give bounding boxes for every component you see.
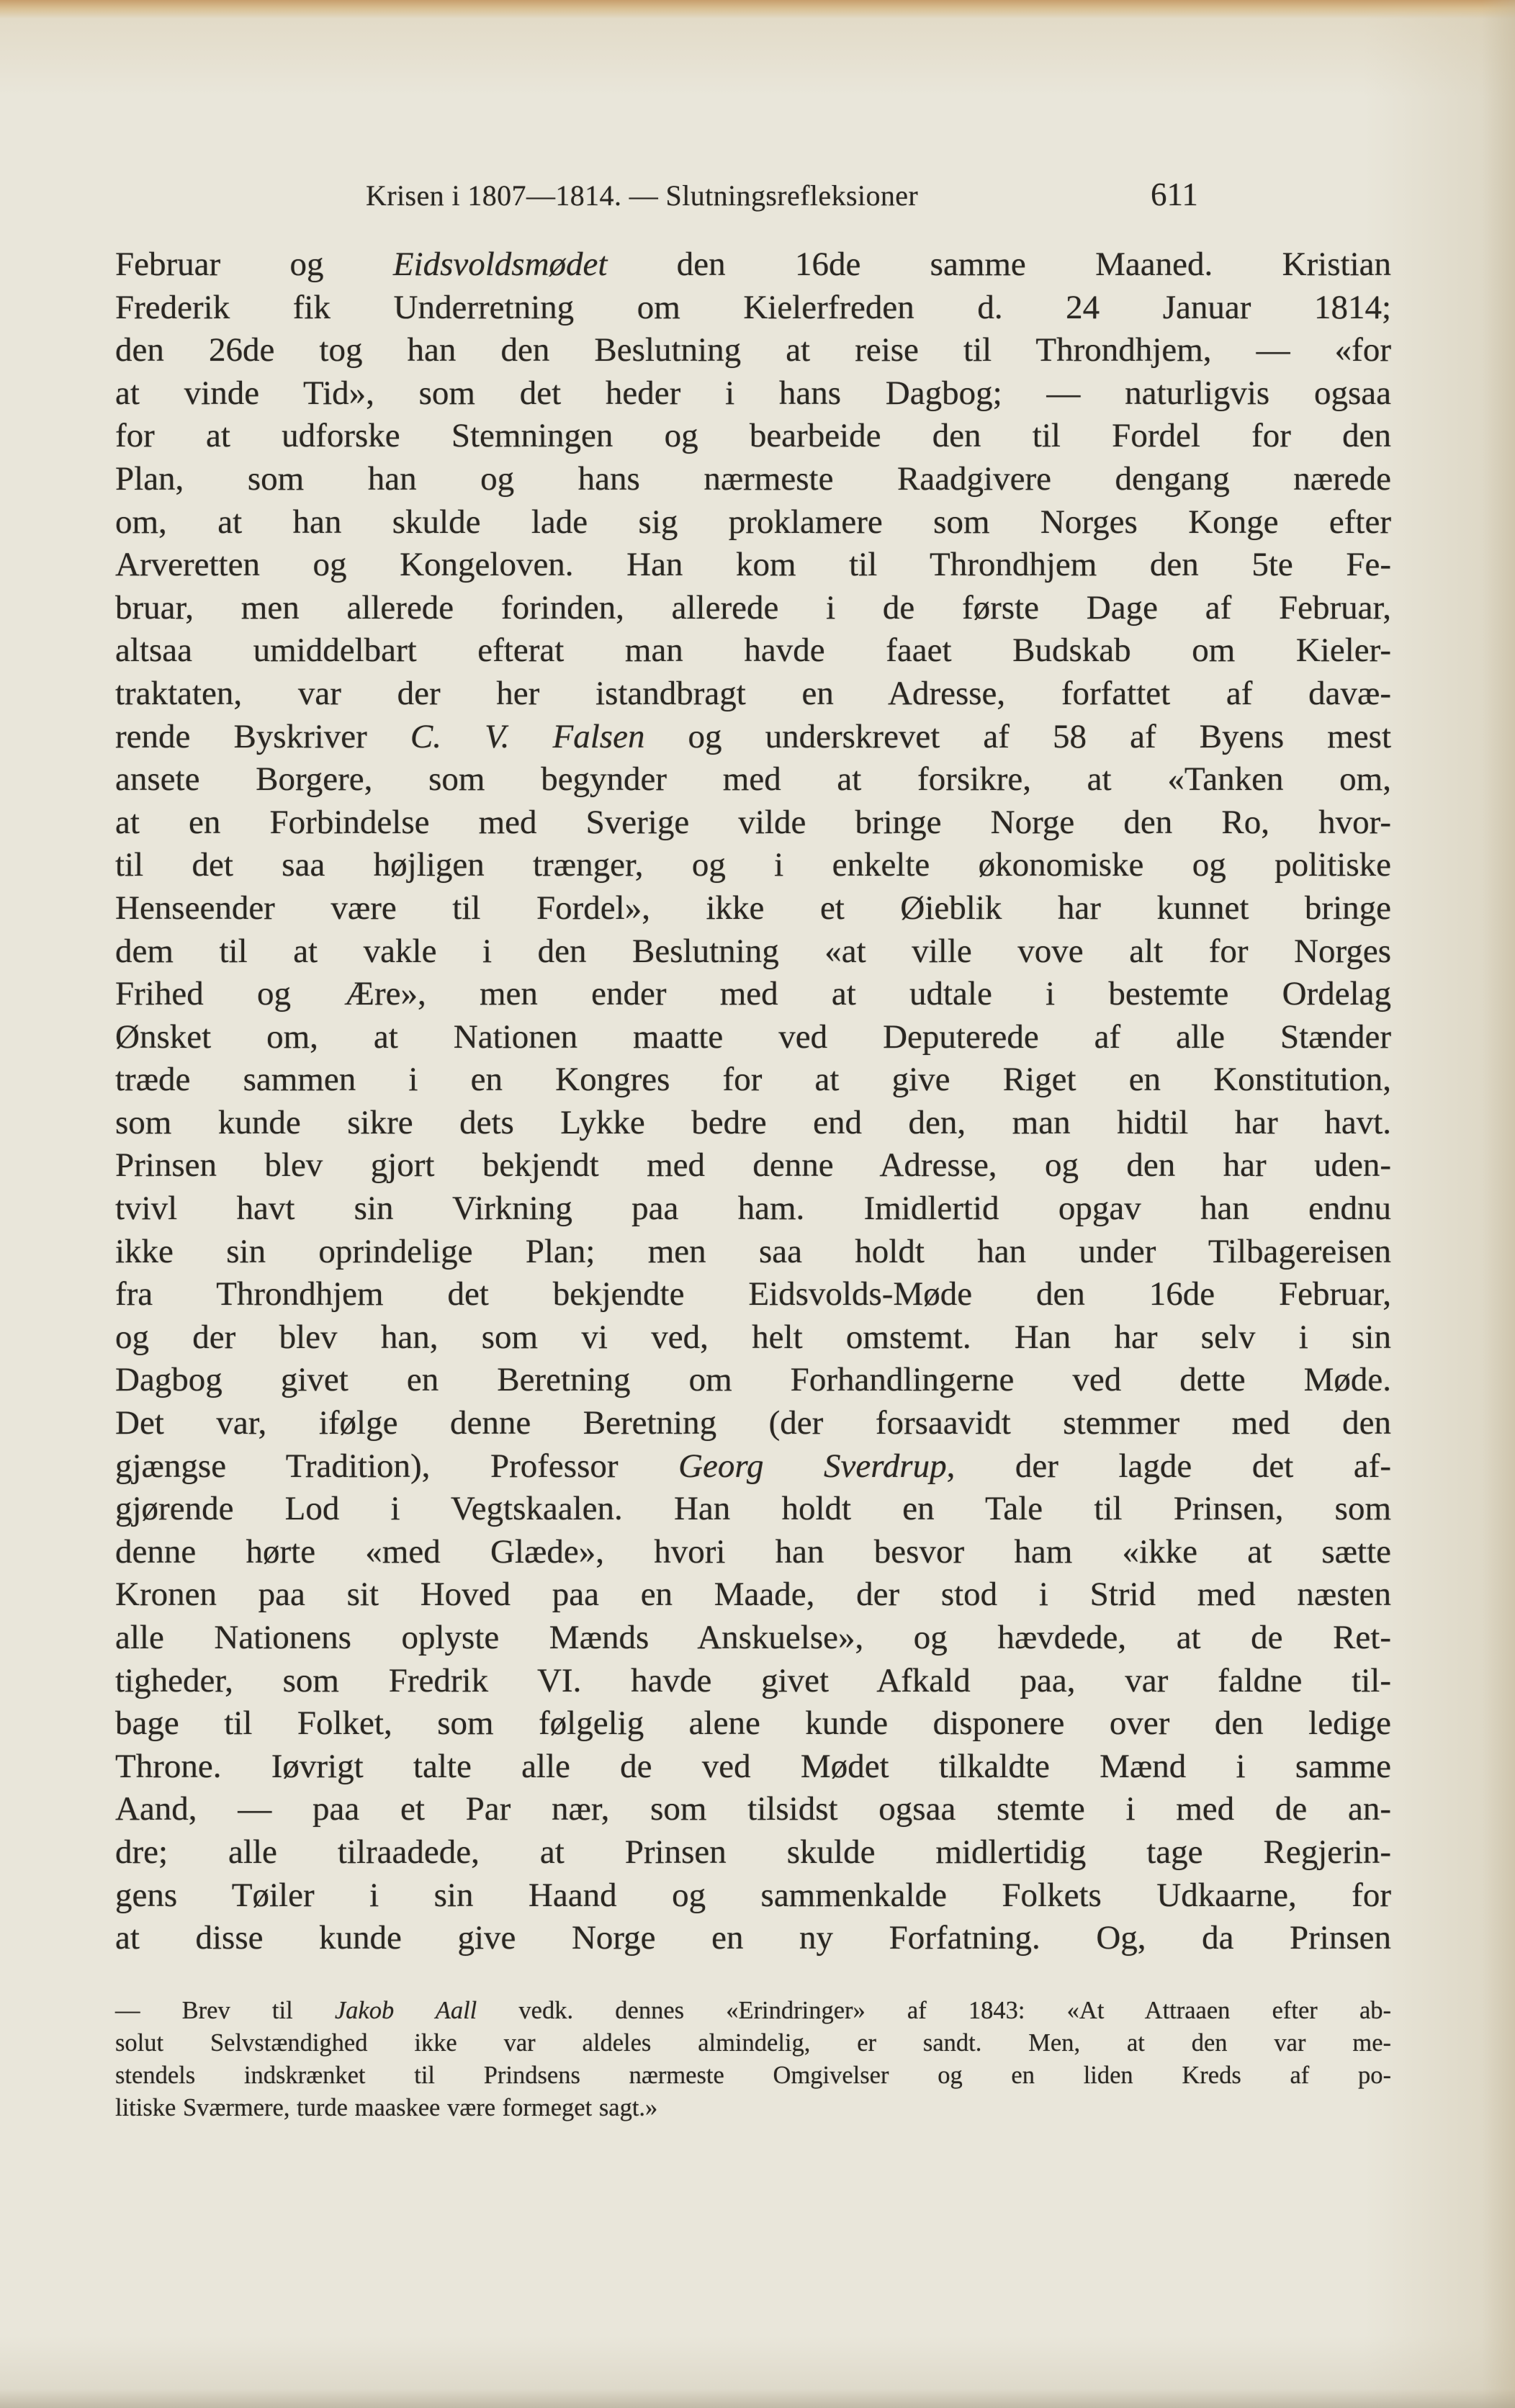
text-line: tigheder, som Fredrik VI. havde givet Afkald paa, var faldne til-	[115, 1661, 1391, 1699]
text-line: ansete Borgere, som begynder med at forsikre, at «Tanken om,	[115, 760, 1391, 799]
body-text	[115, 243, 1391, 1960]
text-line: tvivl havt sin Virkning paa ham. Imidlertid opgav han endnu	[115, 1190, 1391, 1228]
text-line: gjængse Tradition), Professor Georg Sverdrup, der lagde det af-	[115, 1447, 1391, 1485]
text-line: Plan, som han og hans nærmeste Raadgivere dengang nærede	[115, 459, 1391, 498]
scan-bottom-edge	[0, 2389, 1515, 2408]
text-line: at vinde Tid», som det heder i hans Dagbog; — naturligvis ogsaa	[115, 374, 1391, 412]
footnote-line: litiske Sværmere, turde maaskee være formeget sagt.»	[115, 2094, 658, 2121]
text-line: Arveretten og Kongeloven. Han kom til Throndhjem den 5te Fe-	[115, 546, 1391, 584]
scan-top-edge	[0, 0, 1515, 19]
footnote-line: — Brev til Jakob Aall vedk. dennes «Erindringer» af 1843: «At Attraaen efter ab-	[115, 1997, 1392, 2024]
text-line: Frederik fik Underretning om Kielerfreden d. 24 Januar 1814;	[115, 288, 1391, 326]
text-line: at en Forbindelse med Sverige vilde bringe Norge den Ro, hvor-	[115, 803, 1391, 841]
text-line: traktaten, var der her istandbragt en Adresse, forfattet af davæ-	[115, 674, 1391, 712]
text-line: ikke sin oprindelige Plan; men saa holdt han under Tilbagereisen	[115, 1232, 1391, 1270]
page-number: 611	[1151, 176, 1198, 212]
text-line: gens Tøiler i sin Haand og sammenkalde Folkets Udkaarne, for	[115, 1876, 1391, 1914]
text-line: træde sammen i en Kongres for at give Riget en Konstitution,	[115, 1061, 1391, 1099]
footnote-line: stendels indskrænket til Prindsens nærmeste Omgivelser og en liden Kreds af po-	[115, 2062, 1391, 2089]
text-line: til det saa højligen trænger, og i enkelte økonomiske og politiske	[115, 846, 1391, 884]
text-line: Frihed og Ære», men ender med at udtale i bestemte Ordelag	[115, 975, 1391, 1013]
text-line: denne hørte «med Glæde», hvori han besvor ham «ikke at sætte	[115, 1532, 1391, 1571]
footnote-line: solut Selvstændighed ikke var aldeles almindelig, er sandt. Men, at den var me-	[115, 2029, 1391, 2057]
text-line: Aand, — paa et Par nær, som tilsidst ogsaa stemte i med de an-	[115, 1790, 1391, 1828]
text-line: Prinsen blev gjort bekjendt med denne Adresse, og den har uden-	[115, 1146, 1391, 1185]
scan-right-edge	[1482, 0, 1515, 2408]
page-header	[115, 176, 1391, 225]
text-line: Ønsket om, at Nationen maatte ved Deputerede af alle Stænder	[115, 1017, 1391, 1056]
text-line: Det var, ifølge denne Beretning (der forsaavidt stemmer med den	[115, 1404, 1391, 1442]
text-line: rende Byskriver C. V. Falsen og underskrevet af 58 af Byens mest	[115, 717, 1392, 755]
footnote	[115, 1995, 1391, 2124]
text-line: dre; alle tilraadede, at Prinsen skulde midlertidig tage Regjerin-	[115, 1833, 1391, 1871]
text-line: altsaa umiddelbart efterat man havde faaet Budskab om Kieler-	[115, 632, 1391, 670]
text-line: Februar og Eidsvoldsmødet den 16de samme Maaned. Kristian	[115, 246, 1391, 283]
text-line: dem til at vakle i den Beslutning «at ville vove alt for Norges	[115, 932, 1391, 970]
text-line: alle Nationens oplyste Mænds Anskuelse», og hævdede, at de Ret-	[115, 1619, 1391, 1656]
running-title: Krisen i 1807—1814. — Slutningsrefleksioner	[366, 179, 919, 212]
text-line: at disse kunde give Norge en ny Forfatning. Og, da Prinsen	[115, 1919, 1391, 1957]
text-line: for at udforske Stemningen og bearbeide den til Fordel for den	[115, 417, 1391, 455]
text-line: den 26de tog han den Beslutning at reise til Throndhjem, — «for	[115, 331, 1391, 369]
text-line: Dagbog givet en Beretning om Forhandlingerne ved dette Møde.	[115, 1361, 1391, 1399]
text-line: gjørende Lod i Vegtskaalen. Han holdt en Tale til Prinsen, som	[115, 1490, 1391, 1528]
text-line: fra Throndhjem det bekjendte Eidsvolds-Møde den 16de Februar,	[115, 1275, 1391, 1313]
text-line: bruar, men allerede forinden, allerede i de første Dage af Februar,	[115, 588, 1391, 626]
text-line: som kunde sikre dets Lykke bedre end den, man hidtil har havt.	[115, 1103, 1391, 1141]
text-line: bage til Folket, som følgelig alene kunde disponere over den ledige	[115, 1704, 1391, 1743]
text-line: Throne. Iøvrigt talte alle de ved Mødet tilkaldte Mænd i samme	[115, 1747, 1391, 1785]
text-line: og der blev han, som vi ved, helt omstemt. Han har selv i sin	[115, 1318, 1391, 1356]
text-line: Kronen paa sit Hoved paa en Maade, der stod i Strid med næsten	[115, 1576, 1391, 1614]
text-line: Henseender være til Fordel», ikke et Øieblik har kunnet bringe	[115, 889, 1391, 927]
text-line: om, at han skulde lade sig proklamere som Norges Konge efter	[115, 503, 1391, 541]
